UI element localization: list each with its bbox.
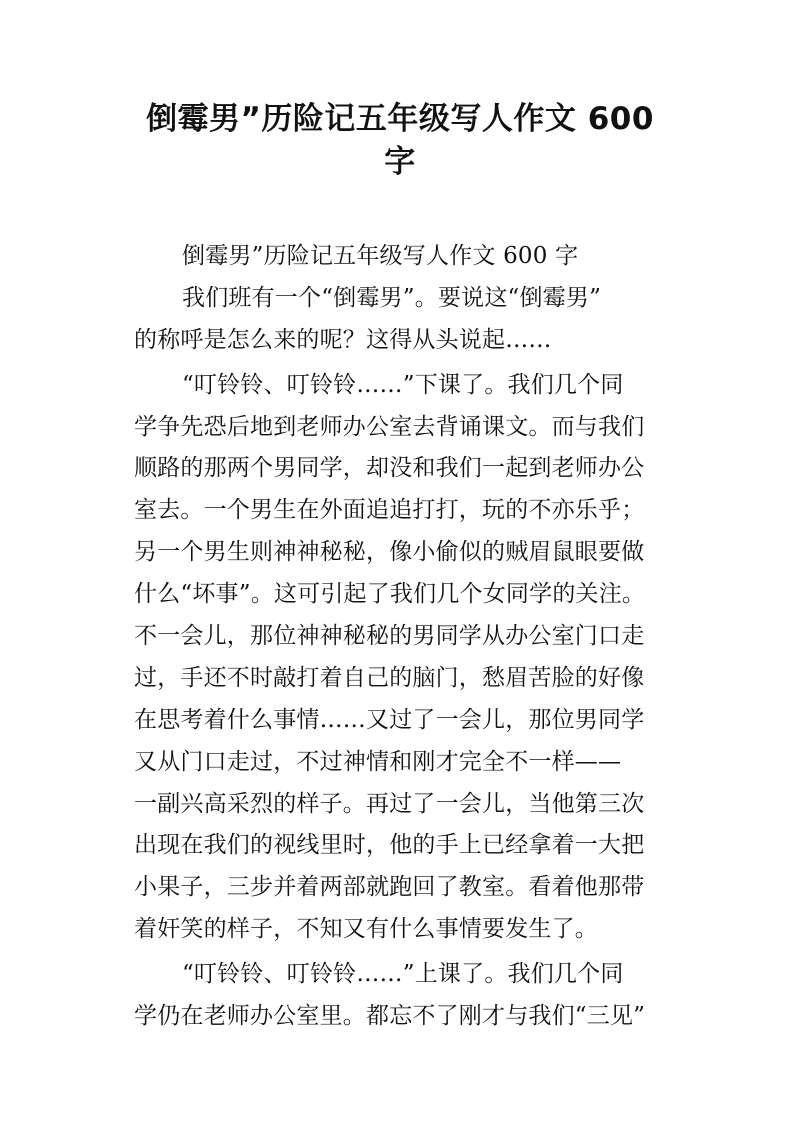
- paragraph-line: 出现在我们的视线里时，他的手上已经拿着一大把: [134, 832, 645, 859]
- paragraph-line: 顺路的那两个男同学，却没和我们一起到老师办公: [134, 455, 645, 482]
- paragraph-line: 的称呼是怎么来的呢？这得从头说起……: [134, 326, 552, 353]
- paragraph-line: 不一会儿，那位神神秘秘的男同学从办公室门口走: [134, 623, 645, 650]
- paragraph-line: “叮铃铃、叮铃铃……”下课了。我们几个同: [182, 371, 624, 398]
- paragraph-line: 什么“坏事”。这可引起了我们几个女同学的关注。: [134, 581, 646, 608]
- paragraph-line: 室去。一个男生在外面追追打打，玩的不亦乐乎；: [134, 497, 645, 524]
- document-title: [100, 98, 700, 184]
- paragraph-line: 过，手还不时敲打着自己的脑门，愁眉苦脸的好像: [134, 664, 645, 691]
- paragraph-line: 我们班有一个“倒霉男”。要说这“倒霉男”: [182, 284, 602, 311]
- paragraph-line: 小果子，三步并着两部就跑回了教室。看着他那带: [134, 874, 645, 901]
- paragraph-line: 学争先恐后地到老师办公室去背诵课文。而与我们: [134, 413, 645, 440]
- paragraph-line: 一副兴高采烈的样子。再过了一会儿，当他第三次: [134, 790, 645, 817]
- title-line-1: 倒霉男”历险记五年级写人作文 600: [146, 101, 654, 137]
- paragraph-line: 着奸笑的样子，不知又有什么事情要发生了。: [134, 916, 598, 943]
- document-body: [134, 236, 694, 1038]
- paragraph-line: 在思考着什么事情……又过了一会儿，那位男同学: [134, 706, 645, 733]
- paragraph-line: 另一个男生则神神秘秘，像小偷似的贼眉鼠眼要做: [134, 539, 645, 566]
- paragraph-line: 又从门口走过，不过神情和刚才完全不一样——: [134, 748, 622, 775]
- title-line-2: 字: [384, 144, 416, 180]
- paragraph-line: “叮铃铃、叮铃铃……”上课了。我们几个同: [182, 961, 624, 988]
- paragraph-line: 学仍在老师办公室里。都忘不了刚才与我们“三见”: [134, 1003, 646, 1030]
- subtitle-paragraph: 倒霉男”历险记五年级写人作文 600 字: [182, 243, 579, 269]
